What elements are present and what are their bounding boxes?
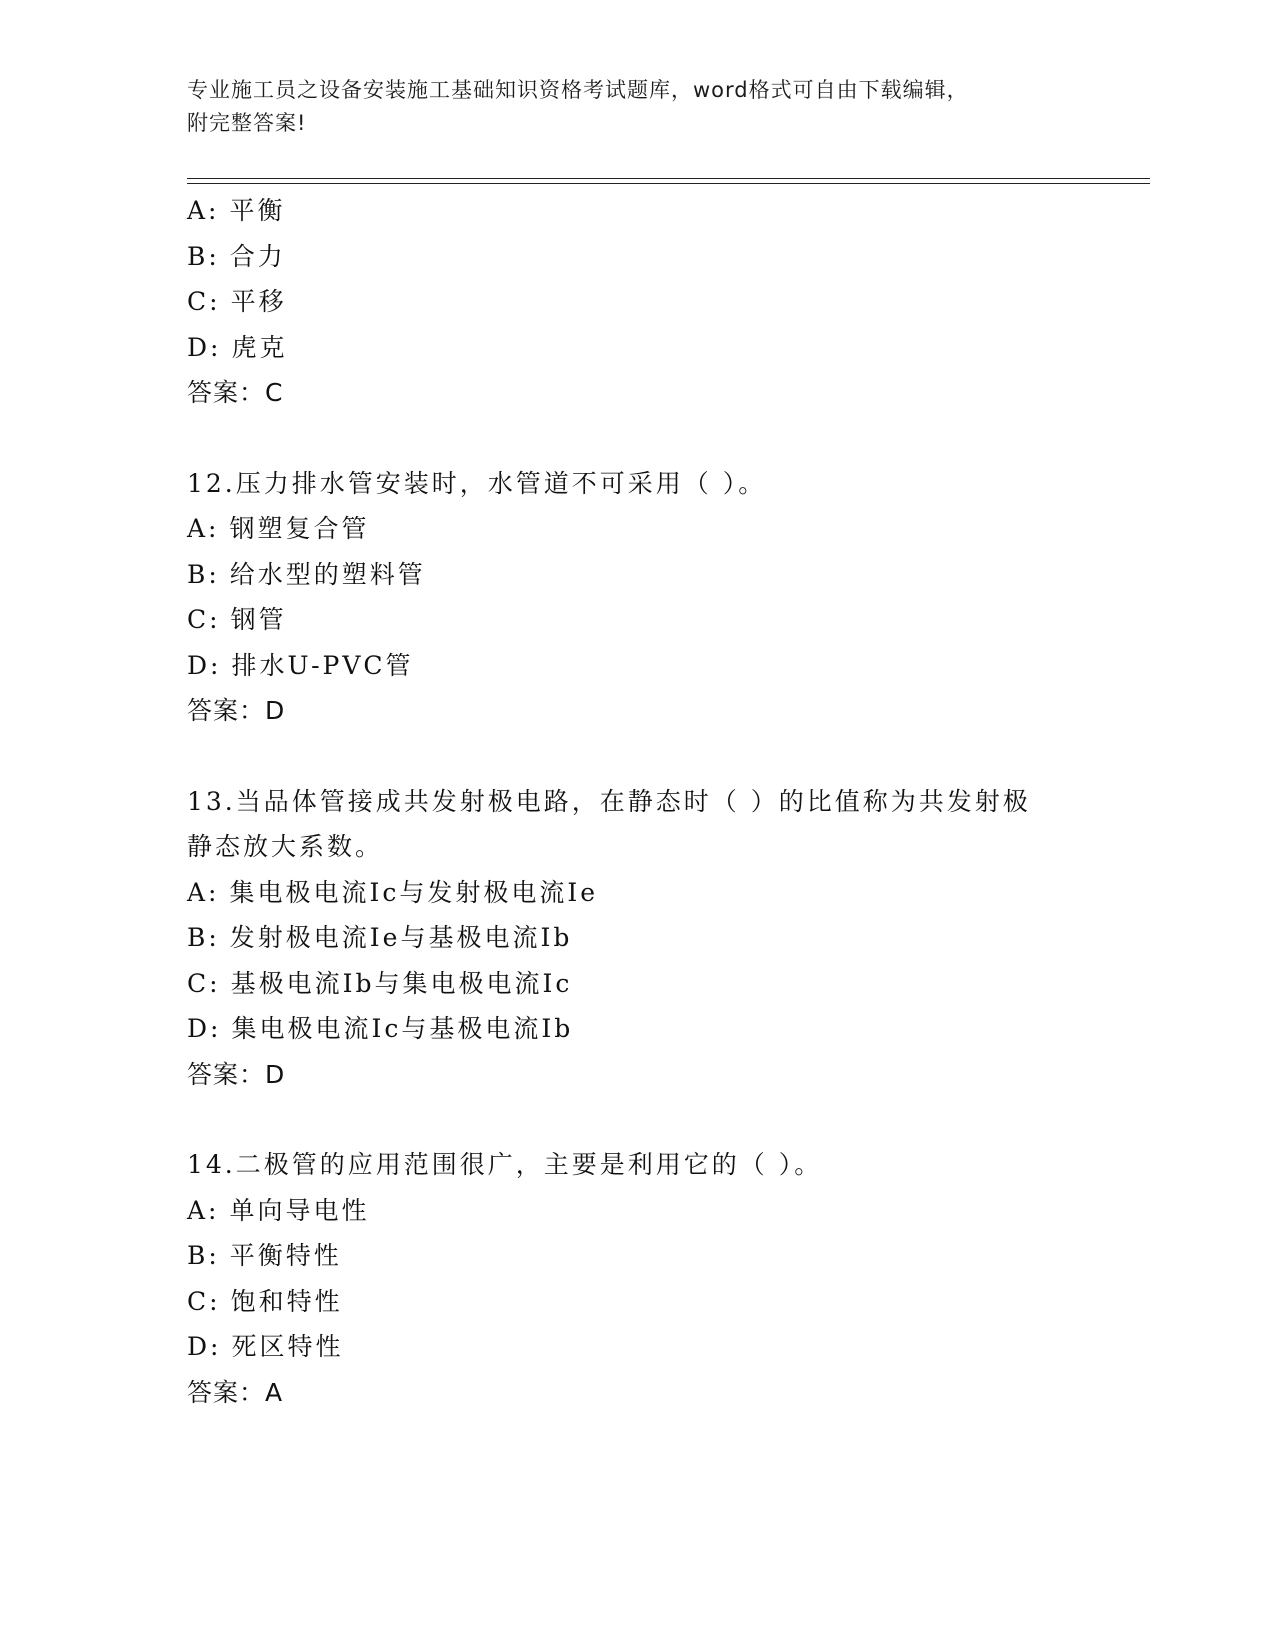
question-list — [187, 188, 1087, 1415]
question-12 — [187, 461, 1087, 734]
header-line-1: 专业施工员之设备安装施工基础知识资格考试题库，word格式可自由下载编辑， — [187, 78, 969, 102]
option-c: C: 饱和特性 — [187, 1286, 343, 1316]
option-a: A: 平衡 — [187, 196, 286, 225]
question-14 — [187, 1142, 1087, 1415]
option-b: B: 给水型的塑料管 — [187, 559, 426, 589]
question-stem-continued: 静态放大系数。 — [187, 832, 384, 861]
answer-line: 答案：A — [187, 1377, 284, 1407]
option-a: A: 钢塑复合管 — [187, 514, 370, 543]
header-divider-bottom — [187, 183, 1150, 184]
option-b: B: 发射极电流Ie与基极电流Ib — [187, 923, 573, 952]
option-c: C: 平移 — [187, 287, 287, 316]
question-stem: 13.当品体管接成共发射极电路，在静态时（ ）的比值称为共发射极 — [187, 786, 1031, 816]
option-d: D: 排水U-PVC管 — [187, 650, 414, 680]
question-13 — [187, 779, 1087, 1098]
spacer — [187, 416, 1087, 461]
question-stem: 12.压力排水管安装时，水管道不可采用（ ）。 — [187, 468, 767, 498]
header-divider-top — [187, 178, 1150, 179]
option-d: D: 集电极电流Ic与基极电流Ib — [187, 1014, 574, 1043]
option-d: D: 死区特性 — [187, 1332, 344, 1361]
answer-line: 答案：C — [187, 378, 284, 407]
option-c: C: 基极电流Ib与集电极电流Ic — [187, 968, 573, 998]
spacer — [187, 1097, 1087, 1142]
option-a: A: 单向导电性 — [187, 1195, 370, 1225]
option-b: B: 合力 — [187, 241, 286, 271]
option-a: A: 集电极电流Ic与发射极电流Ie — [187, 877, 599, 907]
option-b: B: 平衡特性 — [187, 1241, 342, 1270]
answer-line: 答案：D — [187, 1059, 286, 1089]
header-line-2: 附完整答案! — [187, 111, 307, 135]
option-c: C: 钢管 — [187, 605, 287, 634]
answer-line: 答案：D — [187, 696, 286, 725]
question-stem: 14.二极管的应用范围很广，主要是利用它的（ ）。 — [187, 1150, 823, 1179]
spacer — [187, 734, 1087, 779]
option-d: D: 虎克 — [187, 332, 288, 362]
document-header — [187, 74, 1067, 140]
question-11-continuation — [187, 188, 1087, 416]
